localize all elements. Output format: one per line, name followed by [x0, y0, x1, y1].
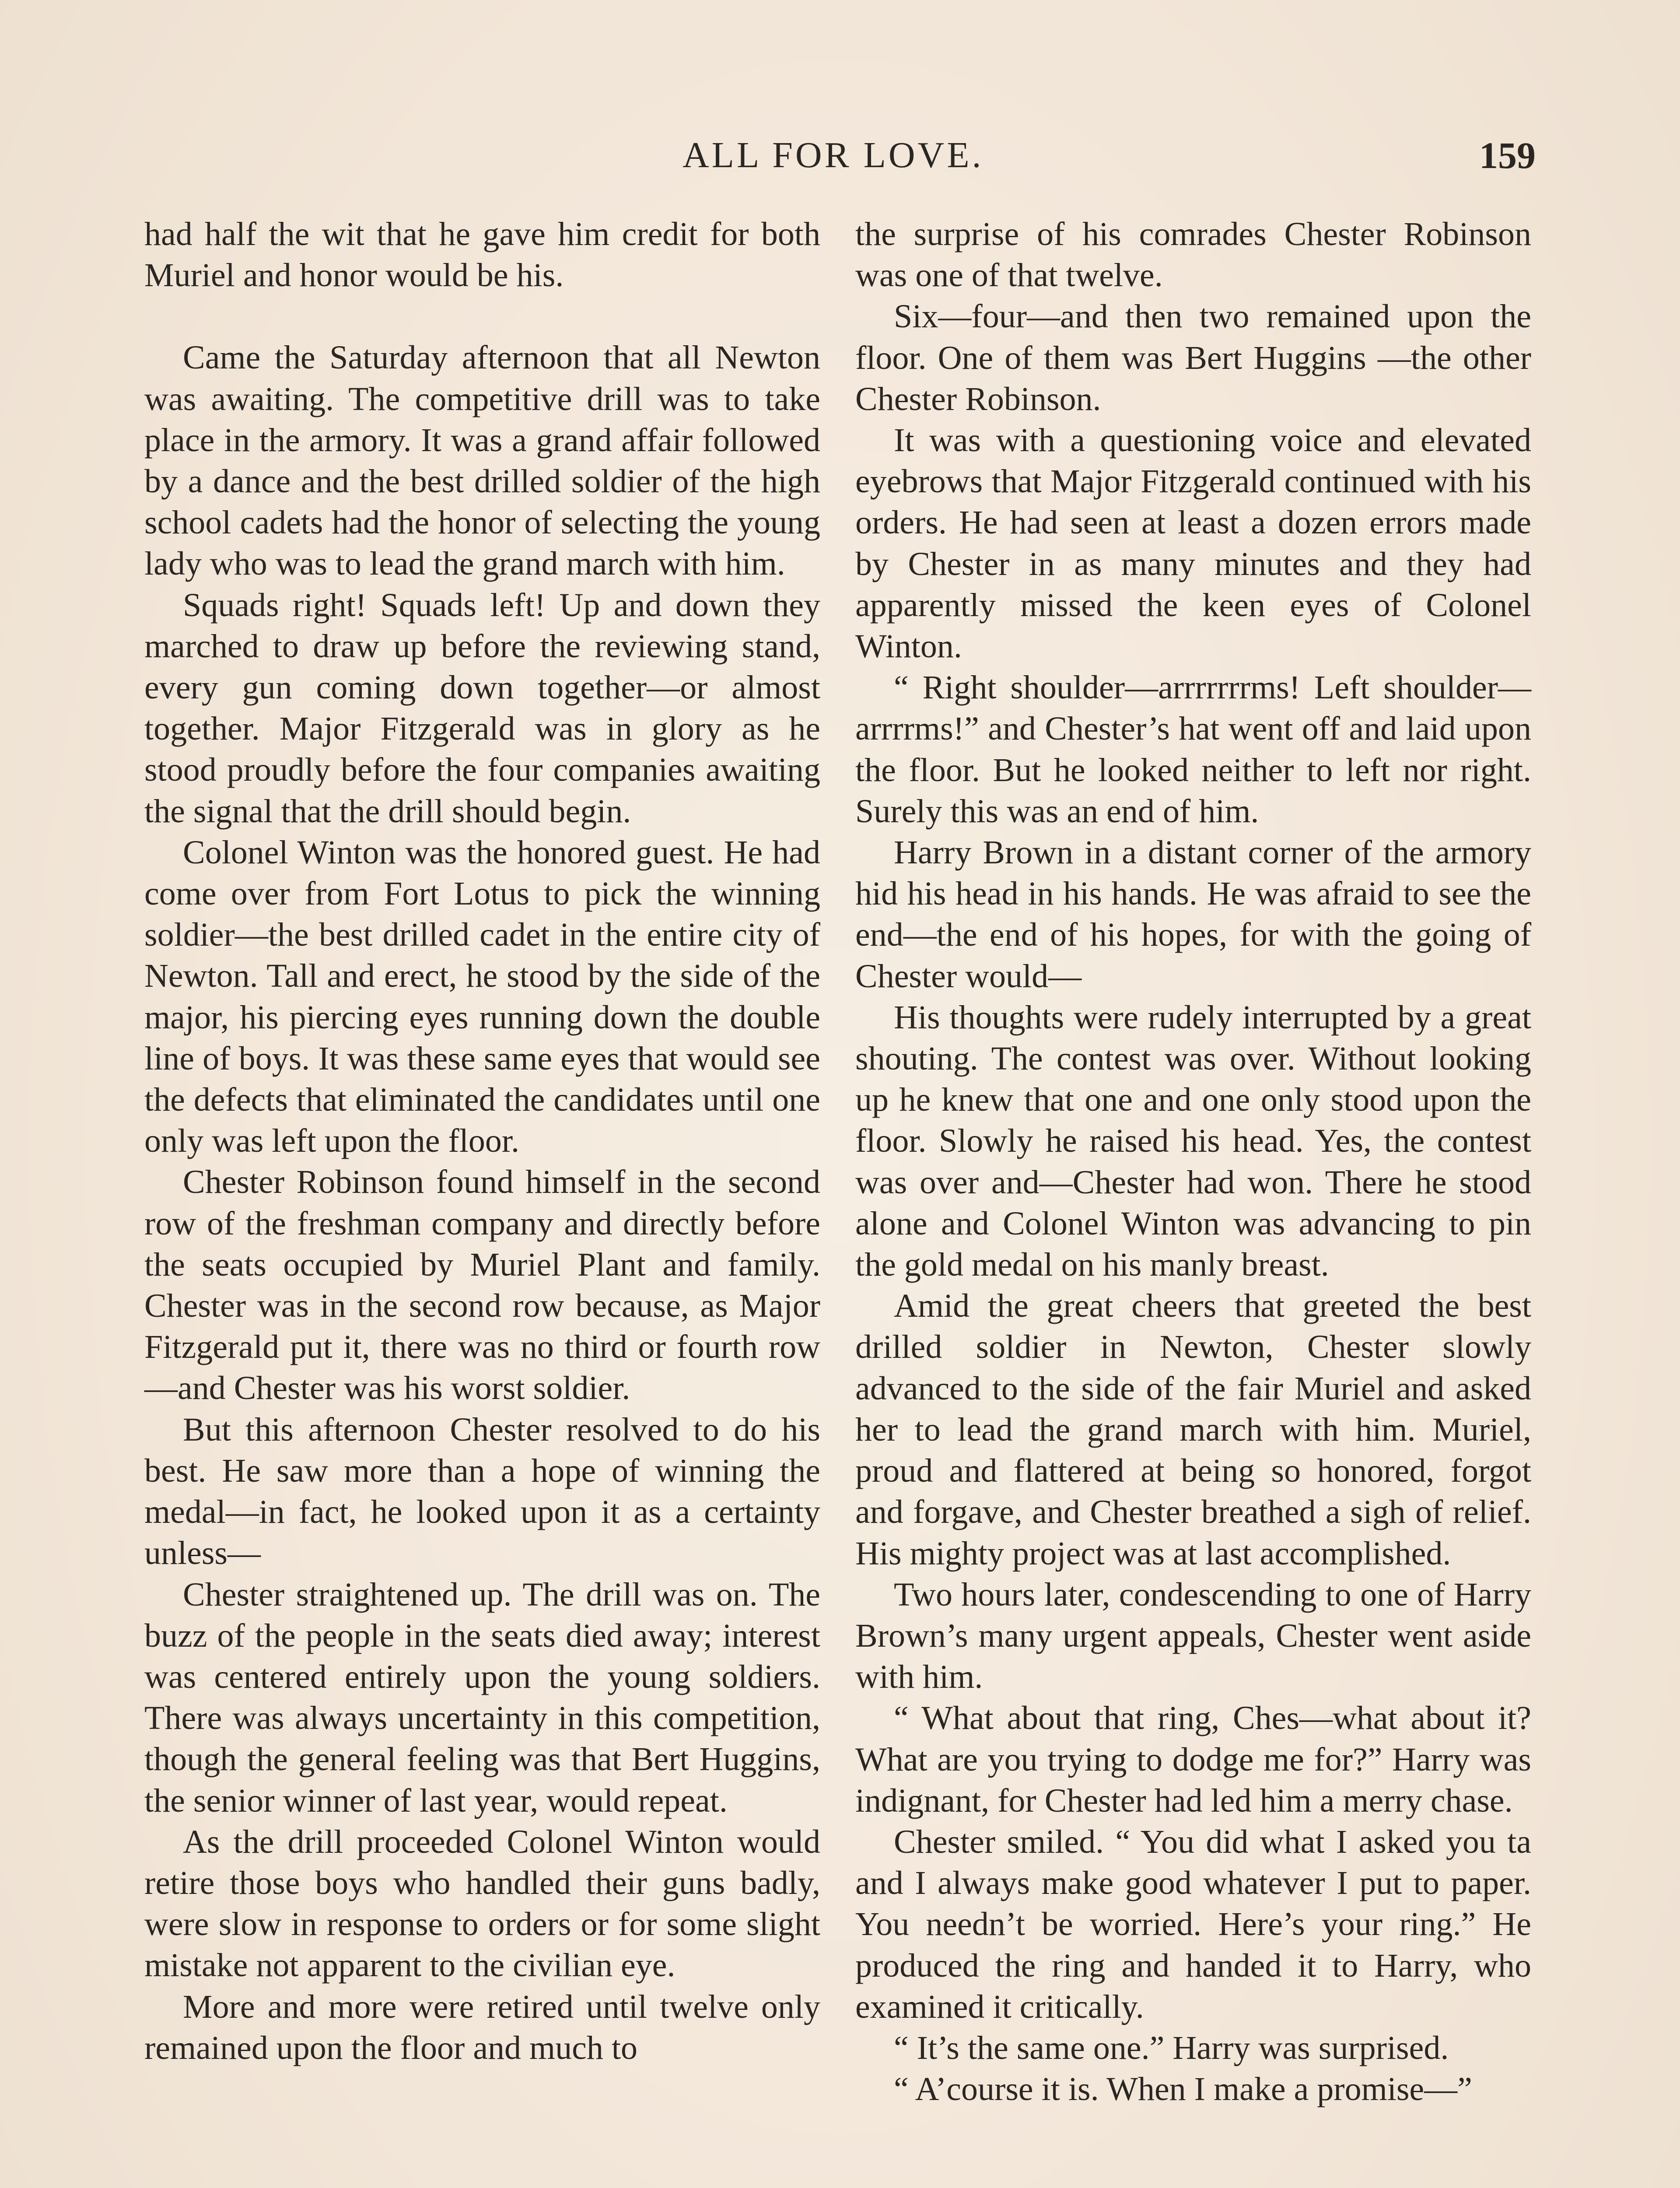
paragraph: Amid the great cheers that greeted the best drilled soldier in Newton, Chester slowly advanced to the side of the fair Muriel and asked her to lead the grand march with him. Muriel, proud and flattered at being so honored, forgot and forgave, and Chester breathed a sigh of relief. His mighty project was at last accomplished. [855, 1287, 1531, 1572]
paragraph: Six—four—and then two remained upon the floor. One of them was Bert Huggins —the other Chester Robinson. [855, 298, 1531, 417]
running-title: ALL FOR LOVE. [682, 135, 984, 175]
paragraph: had half the wit that he gave him credit for both Muriel and honor would be his. [144, 216, 820, 294]
paragraph: the surprise of his comrades Chester Robinson was one of that twelve. [855, 216, 1531, 294]
left-column [144, 214, 820, 2069]
paragraph: Came the Saturday afternoon that all Newton was awaiting. The competitive drill was to take place in the armory. It was a grand affair followed by a dance and the best drilled soldier of the high school cadets had the honor of selecting the young lady who was to lead the grand march with him. [144, 339, 820, 582]
paragraph: Colonel Winton was the honored guest. He had come over from Fort Lotus to pick the winning soldier—the best drilled cadet in the entire city of Newton. Tall and erect, he stood by the side of the major, his piercing eyes running down the double line of boys. It was these same eyes that would see the defects that eliminated the candidates until one only was left upon the floor. [144, 834, 820, 1160]
paragraph: Squads right! Squads left! Up and down they marched to draw up before the reviewing stand, every gun coming down together—or almost together. Major Fitzgerald was in glory as he stood proudly before the four companies awaiting the signal that the drill should begin. [144, 586, 820, 830]
paragraph: Chester smiled. “ You did what I asked you ta and I always make good whatever I put to paper. You needn’t be worried. Here’s your ring.” He produced the ring and handed it to Harry, who examined it critically. [855, 1823, 1531, 2025]
paragraph: Chester Robinson found himself in the second row of the freshman company and directly before the seats occupied by Muriel Plant and family. Chester was in the second row because, as Major Fitzgerald put it, there was no third or fourth row—and Chester was his worst soldier. [144, 1164, 820, 1407]
paragraph: Two hours later, condescending to one of Harry Brown’s many urgent appeals, Chester went aside with him. [855, 1576, 1531, 1696]
paragraph: But this afternoon Chester resolved to do his best. He saw more than a hope of winning the medal—in fact, he looked upon it as a certainty unless— [144, 1411, 820, 1572]
page-number: 159 [1479, 134, 1536, 176]
right-column [855, 214, 1531, 2110]
paragraph: It was with a questioning voice and elevated eyebrows that Major Fitzgerald continued with his orders. He had seen at least a dozen errors made by Chester in as many minutes and they had apparently missed the keen eyes of Colonel Winton. [855, 422, 1531, 665]
paragraph: “ Right shoulder—arrrrrrrms! Left shoulder—arrrrms!” and Chester’s hat went off and laid upon the floor. But he looked neither to left nor right. Surely this was an end of him. [855, 669, 1531, 830]
running-header [0, 131, 1680, 179]
paragraph: “ It’s the same one.” Harry was surprised. [894, 2029, 1449, 2066]
paragraph: “ A’course it is. When I make a promise—” [894, 2071, 1472, 2108]
paragraph: Chester straightened up. The drill was on. The buzz of the people in the seats died away; interest was centered entirely upon the young soldiers. There was always uncertainty in this competition, though the general feeling was that Bert Huggins, the senior winner of last year, would repeat. [144, 1576, 820, 1819]
paragraph: “ What about that ring, Ches—what about it? What are you trying to dodge me for?” Harry was indignant, for Chester had led him a merry chase. [855, 1700, 1531, 1819]
paragraph: His thoughts were rudely interrupted by a great shouting. The contest was over. Without looking up he knew that one and one only stood upon the floor. Slowly he raised his head. Yes, the contest was over and—Chester had won. There he stood alone and Colonel Winton was advancing to pin the gold medal on his manly breast. [855, 999, 1531, 1283]
paragraph: Harry Brown in a distant corner of the armory hid his head in his hands. He was afraid to see the end—the end of his hopes, for with the going of Chester would— [855, 834, 1531, 995]
paragraph: More and more were retired until twelve only remained upon the floor and much to [144, 1988, 820, 2066]
paragraph: As the drill proceeded Colonel Winton would retire those boys who handled their guns badly, were slow in response to orders or for some slight mistake not apparent to the civilian eye. [144, 1823, 820, 1984]
